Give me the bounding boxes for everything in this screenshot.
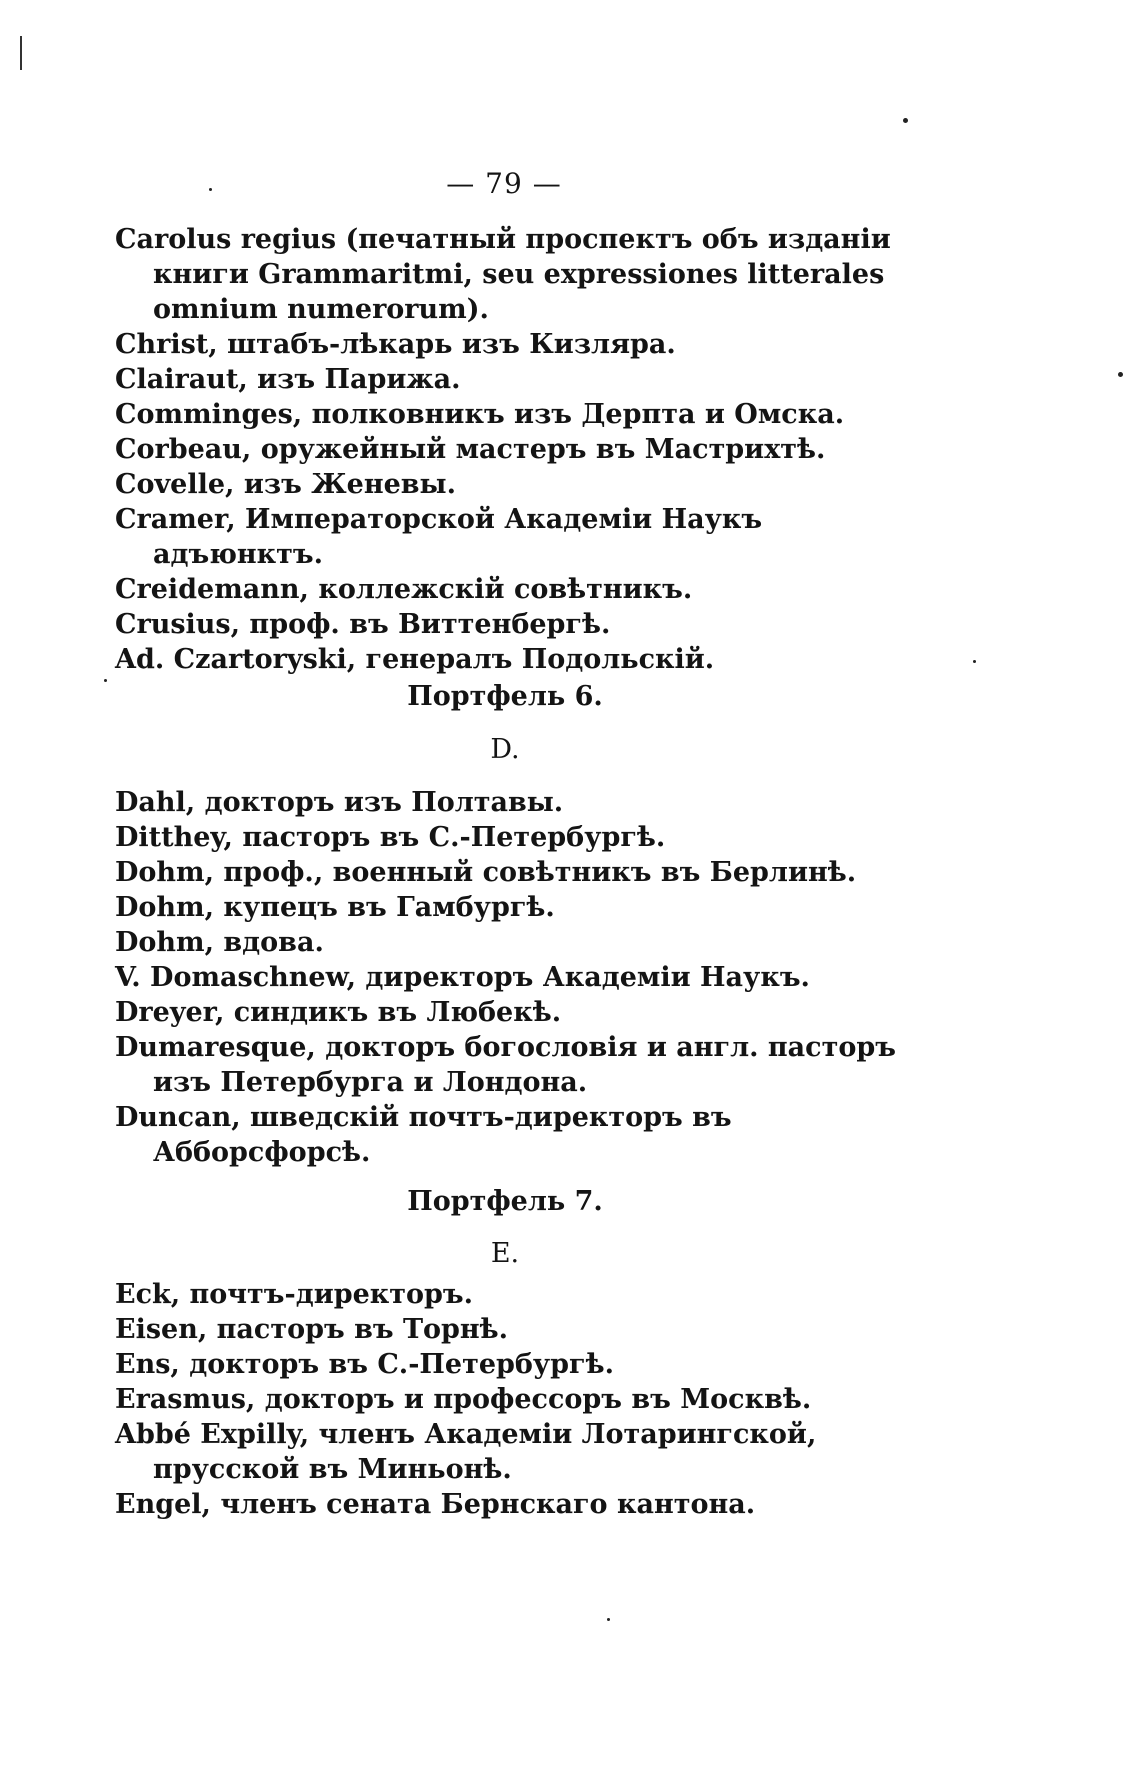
list-item: Ditthey, пасторъ въ С.-Петербургѣ. (115, 822, 666, 853)
portfolio-7-letter: E. (490, 1238, 520, 1269)
section-c-entries (115, 222, 935, 677)
list-item: Dahl, докторъ изъ Полтавы. (115, 787, 564, 818)
ink-speck (1118, 372, 1123, 377)
list-item: Corbeau, оружейный мастеръ въ Мастрихтѣ. (115, 434, 826, 465)
list-item: Comminges, полковникъ изъ Дерпта и Омска. (115, 399, 845, 430)
list-item: Erasmus, докторъ и профессоръ въ Москвѣ. (115, 1384, 812, 1415)
margin-mark (20, 36, 22, 70)
list-item: Abbé Expilly, членъ Академіи Лотарингской, прусской въ Миньонѣ. (115, 1419, 817, 1485)
portfolio-7-entries (115, 1277, 935, 1522)
list-item: Duncan, шведскій почтъ-директоръ въ Абборсфорсѣ. (115, 1102, 732, 1168)
list-item: Dohm, вдова. (115, 927, 324, 958)
list-item: Crusius, проф. въ Виттенбергѣ. (115, 609, 611, 640)
list-item: Engel, членъ сената Бернскаго кантона. (115, 1489, 756, 1520)
list-item: V. Domaschnew, директоръ Академіи Наукъ. (115, 962, 810, 993)
ink-speck (903, 118, 908, 123)
list-item: Creidemann, коллежскій совѣтникъ. (115, 574, 693, 605)
portfolio-6-entries (115, 785, 935, 1170)
list-item: Ens, докторъ въ С.-Петербургѣ. (115, 1349, 614, 1380)
ink-speck (973, 660, 976, 663)
page-number: — 79 — (446, 167, 562, 200)
list-item: Eisen, пасторъ въ Торнѣ. (115, 1314, 509, 1345)
portfolio-6-letter: D. (490, 734, 520, 765)
list-item: Dumaresque, докторъ богословія и англ. пасторъ изъ Петербурга и Лондона. (115, 1032, 896, 1098)
ink-speck (607, 1618, 610, 1621)
list-item: Ad. Czartoryski, генералъ Подольскій. (115, 644, 715, 675)
portfolio-6-heading: Портфель 6. (407, 681, 603, 712)
list-item: Eck, почтъ-директоръ. (115, 1279, 474, 1310)
list-item: Carolus regius (печатный проспектъ объ изданіи книги Grammaritmi, seu expressiones litterales omnium numerorum). (115, 224, 891, 325)
list-item: Covelle, изъ Женевы. (115, 469, 456, 500)
list-item: Christ, штабъ-лѣкарь изъ Кизляра. (115, 329, 676, 360)
portfolio-7-heading: Портфель 7. (407, 1186, 603, 1217)
list-item: Dreyer, синдикъ въ Любекѣ. (115, 997, 562, 1028)
list-item: Dohm, проф., военный совѣтникъ въ Берлинѣ. (115, 857, 857, 888)
list-item: Dohm, купецъ въ Гамбургѣ. (115, 892, 555, 923)
list-item: Cramer, Императорской Академіи Наукъ адъюнктъ. (115, 504, 763, 570)
list-item: Clairaut, изъ Парижа. (115, 364, 461, 395)
